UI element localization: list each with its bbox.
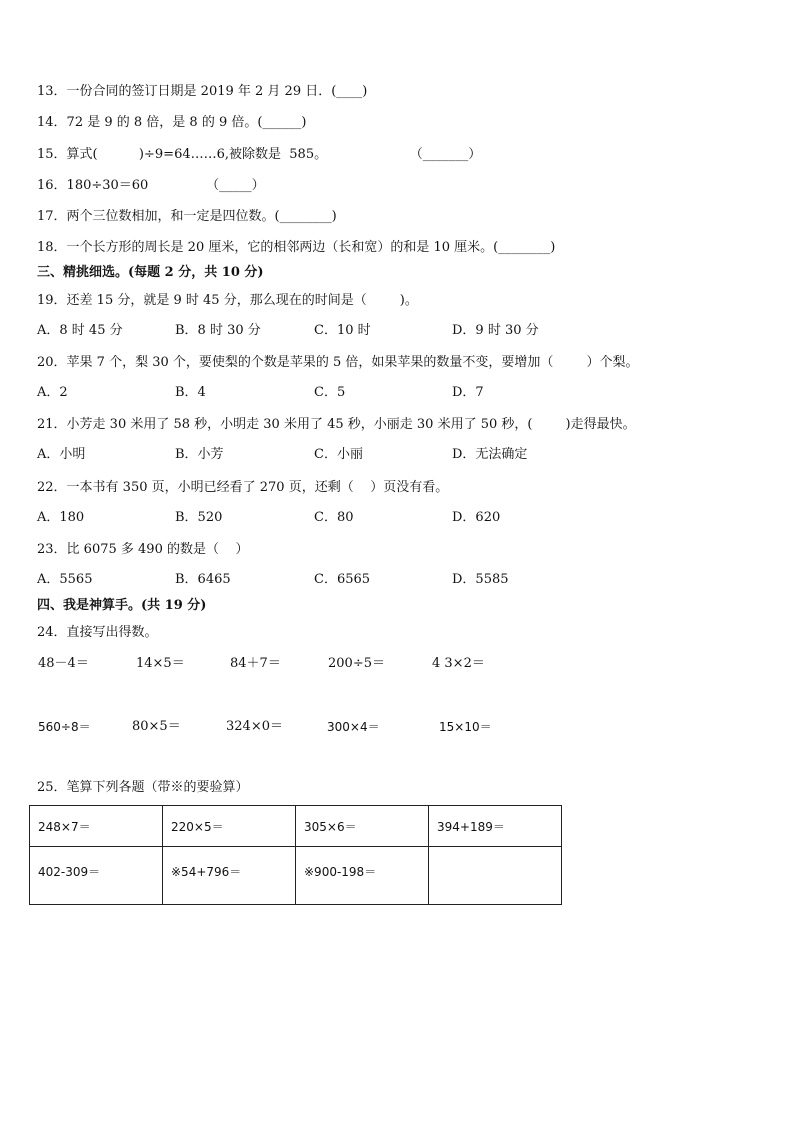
calc-item: 200÷5＝ bbox=[328, 656, 385, 671]
option-d: D．5585 bbox=[452, 572, 509, 587]
option-c: C．5 bbox=[314, 385, 346, 400]
table-cell: ※54+796＝ bbox=[163, 847, 296, 905]
question-19-options bbox=[37, 322, 637, 340]
question-19: 19．还差 15 分，就是 9 时 45 分，那么现在的时间是（ )。 bbox=[37, 293, 418, 308]
option-a: A．5565 bbox=[37, 572, 93, 587]
table-cell: 305×6＝ bbox=[296, 806, 429, 847]
question-23-options bbox=[37, 571, 637, 589]
table-cell: ※900-198＝ bbox=[296, 847, 429, 905]
table-cell: 394+189＝ bbox=[429, 806, 562, 847]
section-4-title: 四、我是神算手。(共 19 分) bbox=[37, 598, 207, 613]
option-c: C．10 时 bbox=[314, 323, 371, 338]
option-a: A．小明 bbox=[37, 447, 86, 462]
calc-item: 80×5＝ bbox=[132, 719, 181, 734]
question-24-title: 24．直接写出得数。 bbox=[37, 625, 158, 640]
option-b: B．8 时 30 分 bbox=[175, 323, 261, 338]
question-20-options bbox=[37, 384, 637, 402]
written-calc-table bbox=[29, 805, 562, 905]
calc-item: 560÷8＝ bbox=[38, 720, 91, 734]
option-b: B．小芳 bbox=[175, 447, 224, 462]
table-cell: 220×5＝ bbox=[163, 806, 296, 847]
calc-item: 300×4＝ bbox=[327, 720, 380, 734]
option-c: C．6565 bbox=[314, 572, 371, 587]
option-a: A．2 bbox=[37, 385, 68, 400]
calc-item: 14×5＝ bbox=[136, 656, 185, 671]
table-cell bbox=[429, 847, 562, 905]
option-c: C．小丽 bbox=[314, 447, 363, 462]
question-22-options bbox=[37, 509, 637, 527]
option-d: D．9 时 30 分 bbox=[452, 323, 539, 338]
table-row bbox=[30, 806, 562, 847]
question-18: 18．一个长方形的周长是 20 厘米，它的相邻两边（长和宽）的和是 10 厘米。(________) bbox=[37, 240, 556, 255]
option-b: B．520 bbox=[175, 510, 223, 525]
option-c: C．80 bbox=[314, 510, 354, 525]
option-a: A．8 时 45 分 bbox=[37, 323, 123, 338]
calc-item: 15×10＝ bbox=[439, 720, 492, 734]
option-a: A．180 bbox=[37, 510, 85, 525]
calc-item: 4 3×2＝ bbox=[432, 656, 485, 671]
question-25-title: 25．笔算下列各题（带※的要验算） bbox=[37, 780, 249, 795]
question-22: 22．一本书有 350 页，小明已经看了 270 页，还剩（ ）页没有看。 bbox=[37, 480, 449, 495]
question-21: 21．小芳走 30 米用了 58 秒，小明走 30 米用了 45 秒，小丽走 30 米用了 50 秒，( )走得最快。 bbox=[37, 417, 636, 432]
option-b: B．6465 bbox=[175, 572, 231, 587]
question-16: 16．180÷30＝60 （_____） bbox=[37, 178, 265, 193]
question-21-options bbox=[37, 446, 637, 464]
option-d: D．无法确定 bbox=[452, 447, 528, 462]
option-b: B．4 bbox=[175, 385, 206, 400]
section-3-title: 三、精挑细选。(每题 2 分，共 10 分) bbox=[37, 265, 264, 280]
question-14: 14．72 是 9 的 8 倍，是 8 的 9 倍。(______) bbox=[37, 115, 307, 130]
question-23: 23．比 6075 多 490 的数是（ ） bbox=[37, 542, 249, 557]
calc-item: 324×0＝ bbox=[226, 719, 283, 734]
question-20: 20．苹果 7 个，梨 30 个，要使梨的个数是苹果的 5 倍，如果苹果的数量不变，要增加（ ）个梨。 bbox=[37, 355, 639, 370]
question-15: 15．算式( )÷9=64……6,被除数是 585。 （_______） bbox=[37, 147, 482, 162]
question-13: 13．一份合同的签订日期是 2019 年 2 月 29 日．(____) bbox=[37, 84, 368, 99]
calc-item: 48－4＝ bbox=[38, 656, 89, 671]
option-d: D．7 bbox=[452, 385, 484, 400]
calc-item: 84＋7＝ bbox=[230, 656, 281, 671]
question-17: 17．两个三位数相加，和一定是四位数。(________) bbox=[37, 209, 337, 224]
table-cell: 248×7＝ bbox=[30, 806, 163, 847]
table-row bbox=[30, 847, 562, 905]
table-cell: 402-309＝ bbox=[30, 847, 163, 905]
option-d: D．620 bbox=[452, 510, 501, 525]
